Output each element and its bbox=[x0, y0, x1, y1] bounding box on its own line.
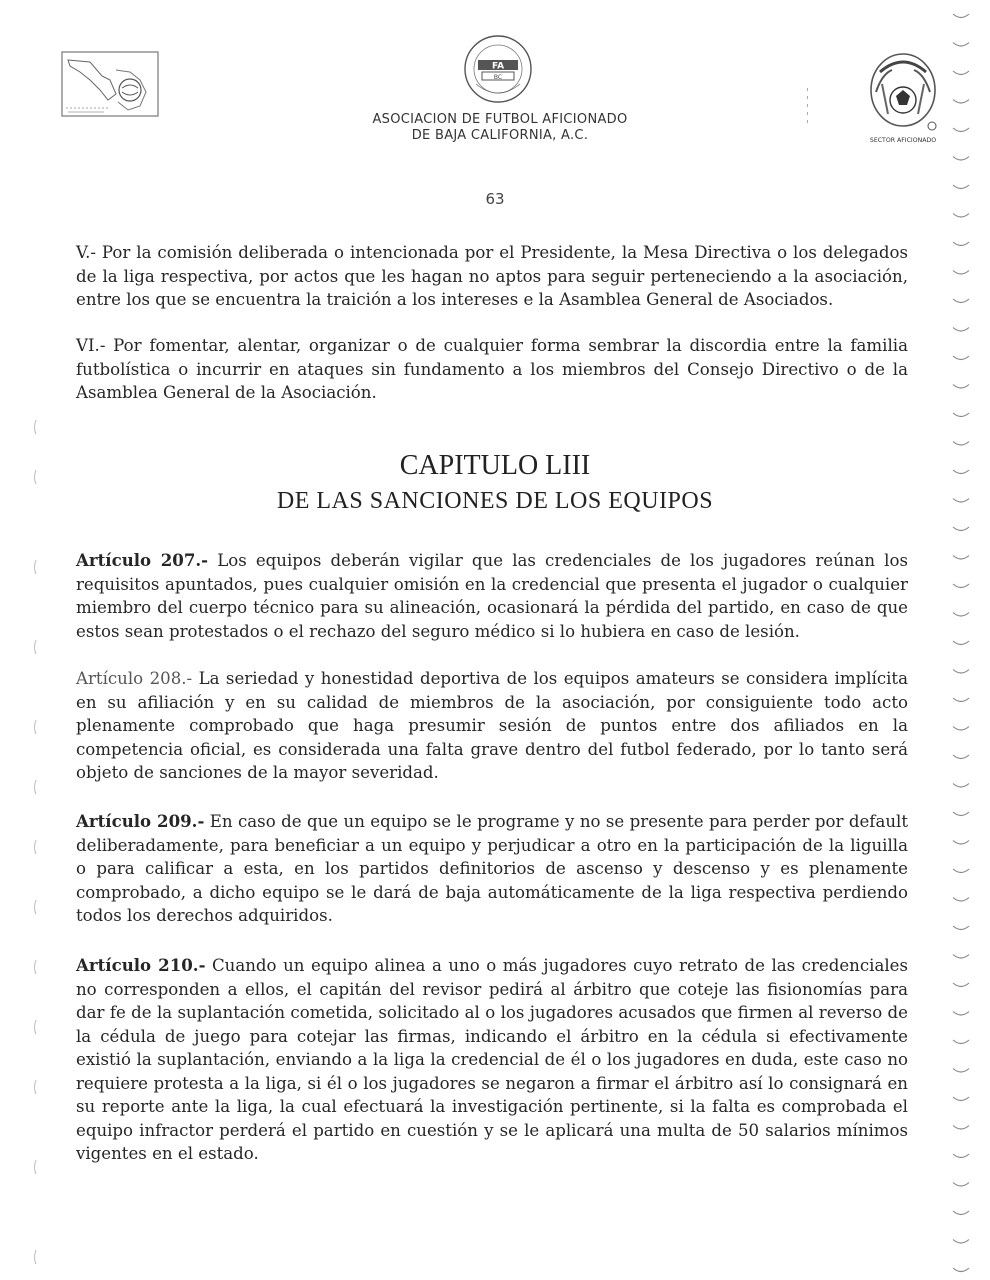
binding-hole-mark bbox=[953, 1240, 969, 1244]
binding-hole-mark bbox=[953, 299, 969, 303]
binding-hole-mark bbox=[953, 214, 969, 218]
section-v-text: Por la comisión deliberada o intencionada por el Presidente, la Mesa Directiva o los delegados de la liga respectiva, por actos que les hagan no aptos para seguir perteneciendo a la asociación, entre los que se encuentra la traición a los intereses e la Asamblea General de Asociados. bbox=[76, 243, 908, 309]
fa-emblem-logo bbox=[462, 32, 534, 106]
binding-hole-mark bbox=[953, 755, 969, 759]
article-208-label: Artículo 208.- bbox=[76, 669, 193, 688]
page-number: 63 bbox=[485, 190, 505, 208]
binding-hole-mark bbox=[953, 527, 969, 531]
left-edge-marks bbox=[16, 0, 42, 1280]
article-209-text: En caso de que un equipo se le programe y no se presente para perder por default deliberadamente, para beneficiar a un equipo y perjudicar a otro en la participación de la liguilla o para calificar a esta, en los partidos definitorios de ascenso y descenso y es plenamente comprobado, a dicho equipo se le dará de baja automáticamente de la liga respectiva perdiendo todos los derechos adquiridos. bbox=[76, 812, 908, 925]
edge-mark bbox=[35, 1020, 37, 1034]
scan-mark bbox=[806, 88, 809, 128]
binding-hole-mark bbox=[953, 584, 969, 588]
binding-hole-mark bbox=[953, 128, 969, 132]
organization-name-line2: DE BAJA CALIFORNIA, A.C. bbox=[411, 128, 589, 143]
binding-hole-mark bbox=[953, 1126, 969, 1130]
sector-aficionado-caption: SECTOR AFICIONADO bbox=[869, 137, 937, 144]
binding-hole-mark bbox=[953, 1097, 969, 1101]
svg-text:BC: BC bbox=[493, 74, 503, 81]
chapter-title: CAPITULO LIII bbox=[399, 450, 591, 481]
binding-hole-mark bbox=[953, 841, 969, 845]
edge-mark bbox=[35, 1250, 37, 1264]
binding-hole-mark bbox=[953, 698, 969, 702]
binding-hole-mark bbox=[953, 71, 969, 75]
binding-marks bbox=[950, 0, 972, 1280]
edge-mark bbox=[35, 1160, 37, 1174]
binding-hole-mark bbox=[953, 641, 969, 645]
binding-hole-mark bbox=[953, 1211, 969, 1215]
binding-hole-mark bbox=[953, 413, 969, 417]
section-vi-paragraph bbox=[76, 334, 908, 405]
organization-name-line1: ASOCIACION DE FUTBOL AFICIONADO bbox=[372, 112, 628, 127]
binding-hole-mark bbox=[953, 1183, 969, 1187]
binding-hole-mark bbox=[953, 157, 969, 161]
binding-hole-mark bbox=[953, 242, 969, 246]
binding-hole-mark bbox=[953, 328, 969, 332]
binding-hole-mark bbox=[953, 898, 969, 902]
binding-hole-mark bbox=[953, 442, 969, 446]
edge-mark bbox=[35, 1080, 37, 1094]
article-209-paragraph bbox=[76, 810, 908, 928]
binding-hole-mark bbox=[953, 470, 969, 474]
svg-text:FA: FA bbox=[491, 61, 505, 72]
binding-hole-mark bbox=[953, 727, 969, 731]
chapter-subtitle: DE LAS SANCIONES DE LOS EQUIPOS bbox=[276, 488, 714, 514]
binding-hole-mark bbox=[953, 784, 969, 788]
section-v-paragraph bbox=[76, 241, 908, 312]
binding-hole-mark bbox=[953, 556, 969, 560]
binding-hole-mark bbox=[953, 100, 969, 104]
binding-hole-mark bbox=[953, 185, 969, 189]
binding-hole-mark bbox=[953, 499, 969, 503]
binding-hole-mark bbox=[953, 14, 969, 18]
edge-mark bbox=[35, 780, 37, 794]
baja-california-map-logo bbox=[60, 50, 160, 118]
binding-hole-mark bbox=[953, 1040, 969, 1044]
binding-hole-mark bbox=[953, 869, 969, 873]
section-v-lead: V.- bbox=[76, 243, 96, 262]
binding-hole-mark bbox=[953, 271, 969, 275]
binding-hole-mark bbox=[953, 926, 969, 930]
binding-hole-mark bbox=[953, 955, 969, 959]
article-207-paragraph bbox=[76, 549, 908, 643]
mexico-football-emblem-logo bbox=[862, 44, 944, 148]
binding-hole-mark bbox=[953, 613, 969, 617]
article-210-paragraph bbox=[76, 954, 908, 1166]
edge-mark bbox=[35, 640, 37, 654]
binding-hole-mark bbox=[953, 1154, 969, 1158]
article-207-text: Los equipos deberán vigilar que las credenciales de los jugadores reúnan los requisitos apuntados, pues cualquier omisión en la credencial que presenta el jugador o cualquier miembro del cuerpo técnico para su alineación, ocasionará la pérdida del partido, en caso de que estos sean protestados o el rechazo del seguro médico si lo hubiera en caso de lesión. bbox=[76, 551, 908, 641]
edge-mark bbox=[35, 470, 37, 484]
article-208-paragraph bbox=[76, 667, 908, 785]
binding-hole-mark bbox=[953, 43, 969, 47]
binding-hole-mark bbox=[953, 983, 969, 987]
binding-hole-mark bbox=[953, 812, 969, 816]
article-209-label: Artículo 209.- bbox=[76, 811, 205, 831]
binding-hole-mark bbox=[953, 1268, 969, 1272]
binding-hole-mark bbox=[953, 670, 969, 674]
binding-hole-mark bbox=[953, 1069, 969, 1073]
article-208-text: La seriedad y honestidad deportiva de los equipos amateurs se considera implícita en su afiliación y en su calidad de miembros de la asociación, por consiguiente todo acto plenamente comprobado que haga presumir sesión de puntos entre dos afiliados en la competencia oficial, es considerada una falta grave dentro del futbol federado, por lo tanto será objeto de sanciones de la mayor severidad. bbox=[76, 669, 908, 782]
article-210-label: Artículo 210.- bbox=[76, 955, 206, 975]
edge-mark bbox=[35, 960, 37, 974]
binding-hole-mark bbox=[953, 356, 969, 360]
binding-hole-mark bbox=[953, 1012, 969, 1016]
edge-mark bbox=[35, 900, 37, 914]
edge-mark bbox=[35, 720, 37, 734]
article-207-label: Artículo 207.- bbox=[76, 550, 209, 570]
edge-mark bbox=[35, 840, 37, 854]
section-vi-text: Por fomentar, alentar, organizar o de cualquier forma sembrar la discordia entre la familia futbolística o incurrir en ataques sin fundamento a los miembros del Consejo Directivo o de la Asamblea General de la Asociación. bbox=[76, 336, 908, 402]
section-vi-lead: VI.- bbox=[76, 336, 106, 355]
edge-mark bbox=[35, 420, 37, 434]
article-210-text: Cuando un equipo alinea a uno o más jugadores cuyo retrato de las credenciales no corresponden a ellos, el capitán del revisor pedirá al árbitro que coteje las fisionomías para dar fe de la suplantación cometida, solicitado al o los jugadores acusados que firmen al reverso de la cédula de juego para cotejar las firmas, indicando el árbitro en la cédula si efectivamente existió la suplantación, enviando a la liga la credencial de él o los jugadores en duda, este caso no requiere protesta a la liga, si él o los jugadores se negaron a firmar el árbitro así lo consignará en su reporte ante la liga, la cual efectuará la investigación pertinente, si la falta es comprobada el equipo infractor perderá el partido en cuestión y se le aplicará una multa de 50 salarios mínimos vigentes en el estado. bbox=[76, 956, 908, 1163]
binding-hole-mark bbox=[953, 385, 969, 389]
edge-mark bbox=[35, 560, 37, 574]
